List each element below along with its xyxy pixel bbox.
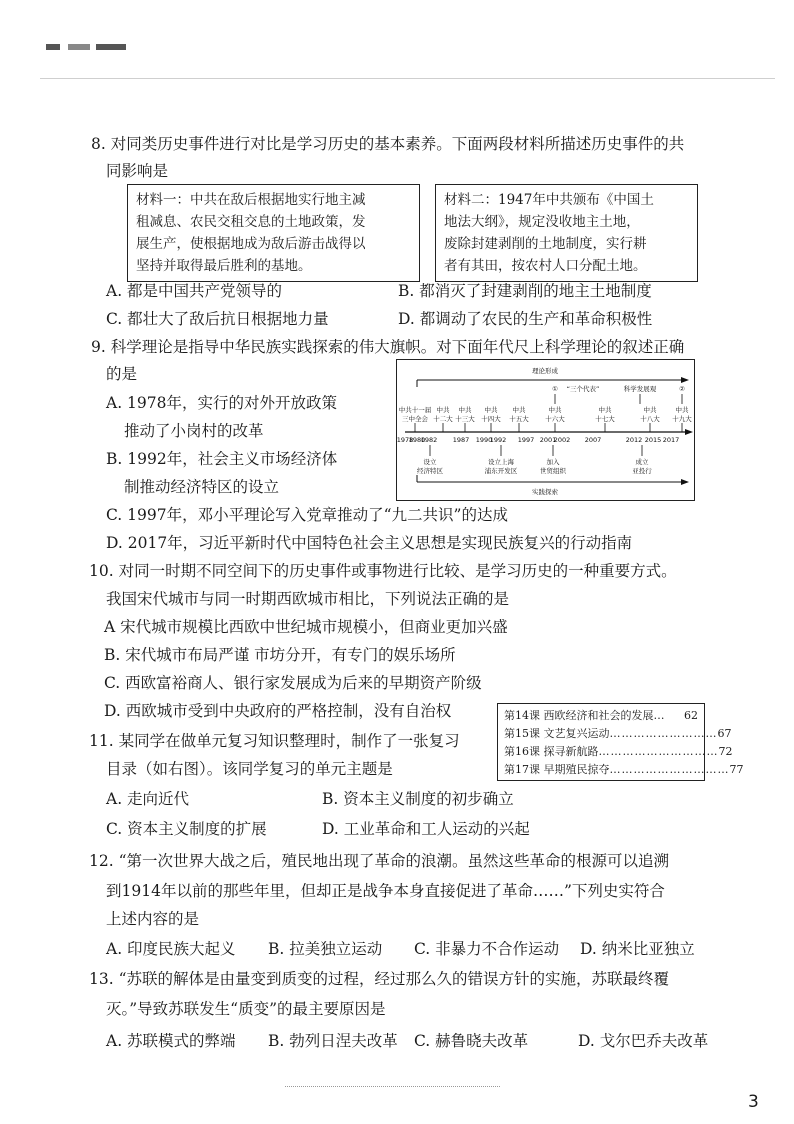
q8-option-b[interactable]: B. 都消灭了封建剥削的地主土地制度 (398, 282, 652, 300)
material2-line: 地法大纲》，规定没收地主土地， (444, 214, 640, 230)
timeline-svg (397, 360, 694, 500)
q11-option-c[interactable]: C. 资本主义制度的扩展 (106, 820, 267, 838)
header-mark (68, 44, 90, 50)
timeline-congress-label: 十七大 (595, 415, 615, 423)
timeline-congress-label: 中共 (598, 406, 612, 414)
timeline-year-label: 2012 (625, 436, 643, 444)
timeline-congress-label: 十四大 (481, 415, 501, 423)
q13-stem-line1: 13. “苏联的解体是由量变到质变的过程，经过那么久的错误方针的实施，苏联最终覆 (89, 970, 670, 988)
material1-line: 坚持并取得最后胜利的基地。 (136, 258, 312, 274)
q13-option-d[interactable]: D. 戈尔巴乔夫改革 (578, 1032, 709, 1050)
timeline-ticks (397, 394, 693, 475)
q10-option-b[interactable]: B. 宋代城市布局严谨 市坊分开，有专门的娱乐场所 (104, 646, 456, 664)
material2-line: 废除封建剥削的土地制度，实行耕 (444, 236, 647, 252)
material2-line: 材料二：1947年中共颁布《中国土 (444, 192, 654, 208)
timeline-marker-1: ① (552, 385, 558, 393)
q10-option-c[interactable]: C. 西欧富裕商人、银行家发展成为后来的早期资产阶级 (104, 674, 482, 692)
q11-option-a[interactable]: A. 走向近代 (106, 790, 190, 808)
q10-option-a[interactable]: A 宋代城市规模比西欧中世纪城市规模小，但商业更加兴盛 (104, 618, 508, 636)
q9-timeline-figure (396, 359, 695, 501)
timeline-year-label: 1990 (475, 436, 493, 444)
timeline-year-label: 2017 (662, 436, 680, 444)
timeline-year-label: 1992 (489, 436, 507, 444)
timeline-congress-label: 中共 (643, 406, 657, 414)
q12-option-a[interactable]: A. 印度民族大起义 (106, 940, 236, 958)
q8-material2-box (435, 184, 698, 282)
toc-row: 第16课 探寻新航路 ………………………… 72 (504, 745, 733, 758)
timeline-congress-label: 中共 (548, 406, 562, 414)
q12-option-c[interactable]: C. 非暴力不合作运动 (414, 940, 560, 958)
q12-stem-line3: 上述内容的是 (106, 910, 200, 928)
timeline-event-label: 设立上海 (488, 458, 514, 466)
q11-stem-line2: 目录（如右图）。该同学复习的单元主题是 (106, 760, 393, 778)
q13-option-b[interactable]: B. 勃列日涅夫改革 (268, 1032, 398, 1050)
q10-option-d[interactable]: D. 西欧城市受到中央政府的严格控制，没有自治权 (104, 702, 452, 720)
q12-option-b[interactable]: B. 拉美独立运动 (268, 940, 383, 958)
timeline-congress-label: 十六大 (545, 415, 565, 423)
q8-option-a[interactable]: A. 都是中国共产党领导的 (106, 282, 283, 300)
q8-stem-line1: 8. 对同类历史事件进行对比是学习历史的基本素养。下面两段材料所描述历史事件的共 (91, 135, 685, 153)
q9-stem-line2: 的是 (106, 365, 138, 383)
q10-stem-line2: 我国宋代城市与同一时期西欧城市相比，下列说法正确的是 (106, 590, 510, 608)
timeline-three-represents: “三个代表” (566, 385, 600, 393)
timeline-year-label: 1982 (420, 436, 438, 444)
timeline-year-label: 1997 (517, 436, 535, 444)
timeline-marker-2: ② (679, 385, 685, 393)
timeline-year-label: 1980 (408, 436, 426, 444)
q13-stem-line2: 灭。”导致苏联发生“质变”的最主要原因是 (106, 1000, 386, 1018)
q9-option-b-line2: 制推动经济特区的设立 (124, 478, 280, 496)
q9-option-b-line1[interactable]: B. 1992年，社会主义市场经济体 (106, 450, 338, 468)
timeline-congress-label: 中共 (458, 406, 472, 414)
timeline-sci-dev: 科学发展观 (623, 385, 657, 393)
q9-option-c[interactable]: C. 1997年，邓小平理论写入党章推动了“九二共识”的达成 (106, 506, 508, 524)
material1-line: 展生产，使根据地成为敌后游击战得以 (136, 236, 366, 252)
footer-faint-text (285, 1086, 500, 1097)
q12-option-d[interactable]: D. 纳米比亚独立 (580, 940, 695, 958)
timeline-event-label: 加入 (546, 458, 560, 466)
q8-stem-line2: 同影响是 (106, 162, 169, 180)
q8-option-c[interactable]: C. 都壮大了敌后抗日根据地力量 (106, 310, 329, 328)
timeline-event-label: 世贸组织 (540, 467, 566, 475)
timeline-year-label: 1987 (452, 436, 470, 444)
q9-stem-line1: 9. 科学理论是指导中华民族实践探索的伟大旗帜。对下面年代尺上科学理论的叙述正确 (91, 338, 685, 356)
header-rule (40, 78, 775, 79)
header-mark (46, 44, 60, 50)
toc-row: 第15课 文艺复兴运动 ……………………… 67 (504, 727, 732, 740)
timeline-congress-label: 十五大 (509, 415, 529, 423)
timeline-congress-label: 三中全会 (402, 415, 428, 423)
q11-option-b[interactable]: B. 资本主义制度的初步确立 (322, 790, 514, 808)
timeline-year-label: 1978 (396, 436, 414, 444)
timeline-congress-label: 十二大 (433, 415, 453, 423)
timeline-congress-label: 中共 (512, 406, 526, 414)
q8-material1-box (127, 184, 420, 282)
q11-toc-box (497, 703, 744, 781)
header-mark (96, 44, 126, 50)
q11-option-d[interactable]: D. 工业革命和工人运动的兴起 (322, 820, 530, 838)
q13-option-c[interactable]: C. 赫鲁晓夫改革 (414, 1032, 529, 1050)
timeline-congress-label: 中共十一届 (398, 406, 432, 414)
toc-row: 第14课 西欧经济和社会的发展 … 62 (504, 709, 698, 722)
q12-stem-line2: 到1914年以前的那些年里，但却正是战争本身直接促进了革命……”下列史实符合 (106, 882, 665, 900)
toc-row: 第17课 早期殖民掠夺 ………………………… 77 (504, 763, 744, 776)
material2-line: 者有其田，按农村人口分配土地。 (444, 258, 647, 274)
timeline-year-label: 2007 (584, 436, 602, 444)
timeline-year-label: 2001 (539, 436, 557, 444)
timeline-congress-label: 十三大 (455, 415, 475, 423)
timeline-year-label: 2002 (553, 436, 571, 444)
q8-option-d[interactable]: D. 都调动了农民的生产和革命积极性 (398, 310, 653, 328)
timeline-year-label: 2015 (644, 436, 662, 444)
q12-stem-line1: 12. “第一次世界大战之后，殖民地出现了革命的浪潮。虽然这些革命的根源可以追溯 (89, 852, 670, 870)
material1-line: 租减息、农民交租交息的土地政策，发 (136, 214, 366, 230)
timeline-event-label: 浦东开发区 (484, 467, 518, 475)
timeline-congress-label: 十八大 (640, 415, 660, 423)
timeline-top-label: 理论形成 (532, 367, 558, 375)
timeline-congress-label: 十九大 (672, 415, 692, 423)
timeline-event-label: 成立 (635, 458, 649, 466)
q10-stem-line1: 10. 对同一时期不同空间下的历史事件或事物进行比较、是学习历史的一种重要方式。 (89, 562, 677, 580)
q9-option-d[interactable]: D. 2017年，习近平新时代中国特色社会主义思想是实现民族复兴的行动指南 (106, 534, 633, 552)
timeline-event-label: 设立 (423, 458, 437, 466)
page-number: 3 (748, 1092, 759, 1112)
timeline-bottom-label: 实践探索 (532, 488, 558, 496)
q9-option-a-line2: 推动了小岗村的改革 (124, 422, 264, 440)
material1-line: 材料一：中共在敌后根据地实行地主减 (136, 192, 366, 208)
timeline-event-label: 经济特区 (417, 467, 443, 475)
q11-stem-line1: 11. 某同学在做单元复习知识整理时，制作了一张复习 (89, 732, 460, 750)
timeline-congress-label: 中共 (675, 406, 689, 414)
timeline-congress-label: 中共 (484, 406, 498, 414)
timeline-event-label: 亚投行 (632, 467, 652, 475)
q13-option-a[interactable]: A. 苏联模式的弊端 (106, 1032, 236, 1050)
timeline-congress-label: 中共 (436, 406, 450, 414)
q9-option-a-line1[interactable]: A. 1978年，实行的对外开放政策 (106, 394, 337, 412)
